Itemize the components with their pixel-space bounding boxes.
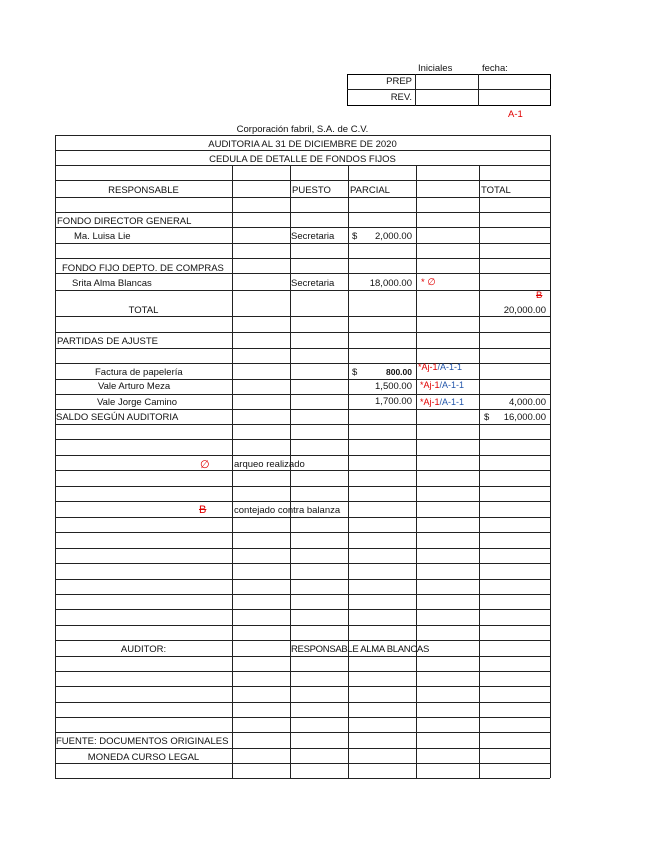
- fuente-label: FUENTE: DOCUMENTOS ORIGINALES: [56, 736, 229, 747]
- ajuste-total-value: 4,000.00: [509, 397, 546, 408]
- grid-row-line: [55, 150, 550, 151]
- fondo-row-puesto: Secretaria: [291, 231, 335, 242]
- grid-row-line: [55, 409, 550, 410]
- grid-row-line: [55, 778, 550, 779]
- grid-row-line: [55, 579, 550, 580]
- grid-row-line: [55, 548, 550, 549]
- company-name: Corporación fabril, S.A. de C.V.: [236, 124, 369, 135]
- ajuste-row-ref: *Aj-1/A-1-1: [418, 362, 463, 372]
- grid-row-line: [55, 379, 550, 380]
- grid-row-line: [55, 517, 550, 518]
- grid-row-line: [55, 594, 550, 595]
- column-header-responsable: RESPONSABLE: [108, 185, 179, 196]
- grid-row-line: [55, 258, 550, 259]
- ajuste-row-ref: *Aj-1/A-1-1: [420, 397, 465, 407]
- prep-initials-cell[interactable]: [416, 75, 478, 89]
- grid-row-line: [55, 640, 550, 641]
- legend-balanza-symbol: B: [199, 504, 207, 516]
- auditor-label: AUDITOR:: [120, 644, 167, 655]
- ajuste-row-label: Vale Arturo Meza: [98, 381, 171, 392]
- grid-row-line: [55, 439, 550, 440]
- grid-row-line: [55, 348, 550, 349]
- audit-title: AUDITORIA AL 31 DE DICIEMBRE DE 2020: [208, 139, 397, 150]
- grid-row-line: [55, 486, 550, 487]
- rev-label: REV.: [390, 92, 412, 103]
- section-partidas-ajuste: PARTIDAS DE AJUSTE: [57, 336, 159, 347]
- grid-row-line: [55, 290, 550, 291]
- grid-row-line: [55, 227, 550, 228]
- grid-border-line: [55, 135, 56, 778]
- grid-row-line: [55, 702, 550, 703]
- grid-column-line: [479, 165, 480, 778]
- column-header-parcial: PARCIAL: [350, 185, 390, 196]
- total-label: TOTAL: [128, 305, 159, 316]
- grid-row-line: [55, 332, 550, 333]
- arqueo-tick-mark: * ∅: [421, 277, 436, 288]
- ajuste-row-label: Vale Jorge Camino: [97, 397, 178, 408]
- prep-label: PREP: [386, 76, 412, 87]
- grid-row-line: [55, 532, 550, 533]
- rev-initials-cell[interactable]: [416, 90, 478, 105]
- grid-row-line: [55, 180, 550, 181]
- grid-row-line: [55, 717, 550, 718]
- fondo-row-puesto: Secretaria: [291, 278, 335, 289]
- grid-row-line: [55, 165, 550, 166]
- saldo-value: 16,000.00: [503, 412, 546, 423]
- column-header-total: TOTAL: [481, 185, 511, 196]
- ajuste-row-parcial: 1,500.00: [375, 381, 412, 392]
- cedula-subtitle: CEDULA DE DETALLE DE FONDOS FIJOS: [209, 154, 396, 165]
- grid-row-line: [55, 563, 550, 564]
- initials-header: Iniciales: [418, 63, 453, 74]
- section-fondo-compras: FONDO FIJO DEPTO. DE COMPRAS: [62, 263, 224, 274]
- fondo-row-parcial: 2,000.00: [375, 231, 412, 242]
- grid-row-line: [55, 455, 550, 456]
- total-value: 20,000.00: [503, 305, 546, 316]
- grid-row-line: [55, 671, 550, 672]
- grid-row-line: [55, 394, 550, 395]
- ajuste-row-currency: $: [352, 367, 358, 378]
- fondo-row-parcial: 18,000.00: [369, 278, 412, 289]
- balanza-tick-mark: B: [536, 290, 543, 301]
- grid-column-line: [416, 165, 417, 778]
- grid-row-line: [55, 748, 550, 749]
- fondo-row-name: Srita Alma Blancas: [72, 278, 152, 289]
- saldo-currency: $: [484, 412, 490, 423]
- ajuste-row-label: Factura de papelería: [95, 367, 183, 378]
- grid-column-line: [290, 165, 291, 778]
- grid-row-line: [55, 625, 550, 626]
- legend-balanza-text: contejado contra balanza: [234, 505, 341, 516]
- grid-row-line: [55, 732, 550, 733]
- column-header-puesto: PUESTO: [292, 185, 331, 196]
- reference-code: A-1: [508, 109, 523, 120]
- grid-border-line: [550, 135, 551, 778]
- date-header: fecha:: [482, 63, 508, 74]
- grid-row-line: [55, 686, 550, 687]
- saldo-label: SALDO SEGÚN AUDITORIA: [56, 412, 179, 423]
- grid-row-line: [55, 363, 550, 364]
- grid-row-line: [55, 212, 550, 213]
- section-fondo-director: FONDO DIRECTOR GENERAL: [57, 216, 192, 227]
- grid-row-line: [55, 763, 550, 764]
- grid-row-line: [55, 656, 550, 657]
- legend-arqueo-symbol: ∅: [200, 459, 210, 471]
- grid-row-line: [55, 501, 550, 502]
- grid-row-line: [55, 609, 550, 610]
- grid-row-line: [55, 316, 550, 317]
- responsable-signature: RESPONSABLE ALMA BLANCAS: [291, 644, 429, 655]
- grid-column-line: [348, 165, 349, 778]
- fondo-row-name: Ma. Luisa Lie: [74, 231, 131, 242]
- ajuste-row-parcial: 800.00: [386, 367, 412, 377]
- ajuste-row-parcial: 1,700.00: [375, 396, 412, 407]
- grid-row-line: [55, 470, 550, 471]
- grid-row-line: [55, 135, 550, 136]
- legend-arqueo-text: arqueo realizado: [234, 459, 305, 470]
- grid-row-line: [55, 424, 550, 425]
- fondo-row-currency: $: [352, 231, 358, 242]
- grid-row-line: [55, 197, 550, 198]
- grid-row-line: [55, 243, 550, 244]
- grid-column-line: [232, 165, 233, 778]
- ajuste-row-ref: *Aj-1/A-1-1: [420, 380, 465, 390]
- moneda-label: MONEDA CURSO LEGAL: [87, 752, 200, 763]
